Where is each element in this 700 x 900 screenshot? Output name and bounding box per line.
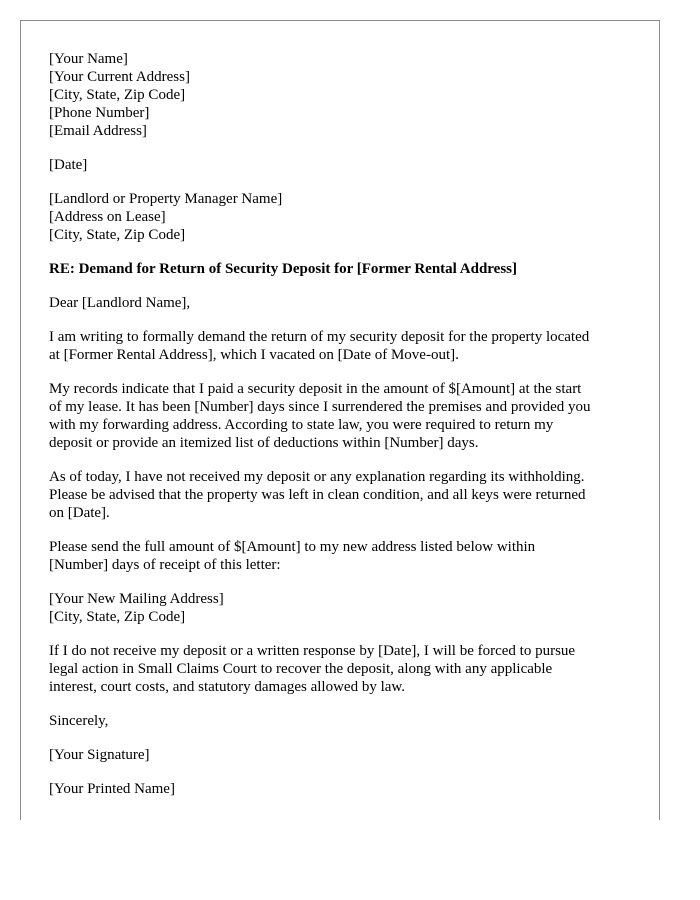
paragraph-line: with my forwarding address. According to state law, you were required to return my: [49, 417, 554, 433]
paragraph-line: legal action in Small Claims Court to recover the deposit, along with any applicable: [49, 661, 553, 677]
recipient-block: [49, 190, 633, 244]
sender-block: [49, 50, 633, 140]
printed-name-text: [Your Printed Name]: [49, 781, 175, 797]
letter-date: [Date]: [49, 157, 88, 173]
paragraph-line: If I do not receive my deposit or a written response by [Date], I will be forced to pursue: [49, 643, 576, 659]
paragraph-4: [49, 538, 633, 574]
paragraph-line: of my lease. It has been [Number] days since I surrendered the premises and provided you: [49, 399, 591, 415]
recipient-address: [Address on Lease]: [49, 209, 166, 225]
paragraph-5: [49, 642, 633, 696]
new-mailing-address: [Your New Mailing Address]: [49, 591, 224, 607]
sender-name: [Your Name]: [49, 51, 128, 67]
paragraph-line: [Number] days of receipt of this letter:: [49, 557, 281, 573]
letter-body: [49, 50, 633, 814]
new-city-state-zip: [City, State, Zip Code]: [49, 609, 186, 625]
paragraph-2: [49, 380, 633, 452]
sender-email: [Email Address]: [49, 123, 147, 139]
recipient-city-state-zip: [City, State, Zip Code]: [49, 227, 186, 243]
salutation-text: Dear [Landlord Name],: [49, 295, 191, 311]
salutation: [49, 294, 633, 312]
paragraph-1: [49, 328, 633, 364]
signature: [49, 746, 633, 764]
paragraph-line: on [Date].: [49, 505, 110, 521]
sender-address: [Your Current Address]: [49, 69, 190, 85]
recipient-name: [Landlord or Property Manager Name]: [49, 191, 283, 207]
paragraph-line: I am writing to formally demand the return of my security deposit for the property located: [49, 329, 590, 345]
paragraph-line: My records indicate that I paid a security deposit in the amount of $[Amount] at the start: [49, 381, 582, 397]
subject-text: RE: Demand for Return of Security Deposit for [Former Rental Address]: [49, 261, 517, 277]
sender-phone: [Phone Number]: [49, 105, 150, 121]
paragraph-line: interest, court costs, and statutory damages allowed by law.: [49, 679, 406, 695]
subject-line: [49, 260, 633, 278]
sender-city-state-zip: [City, State, Zip Code]: [49, 87, 186, 103]
paragraph-line: Please send the full amount of $[Amount] to my new address listed below within: [49, 539, 536, 555]
paragraph-line: deposit or provide an itemized list of deductions within [Number] days.: [49, 435, 479, 451]
printed-name: [49, 780, 633, 798]
paragraph-line: at [Former Rental Address], which I vacated on [Date of Move-out].: [49, 347, 459, 363]
closing-text: Sincerely,: [49, 713, 109, 729]
letter-page: [20, 20, 660, 820]
paragraph-line: As of today, I have not received my deposit or any explanation regarding its withholding.: [49, 469, 585, 485]
paragraph-line: Please be advised that the property was left in clean condition, and all keys were returned: [49, 487, 586, 503]
new-address-block: [49, 590, 633, 626]
signature-text: [Your Signature]: [49, 747, 150, 763]
closing: [49, 712, 633, 730]
date-block: [49, 156, 633, 174]
paragraph-3: [49, 468, 633, 522]
